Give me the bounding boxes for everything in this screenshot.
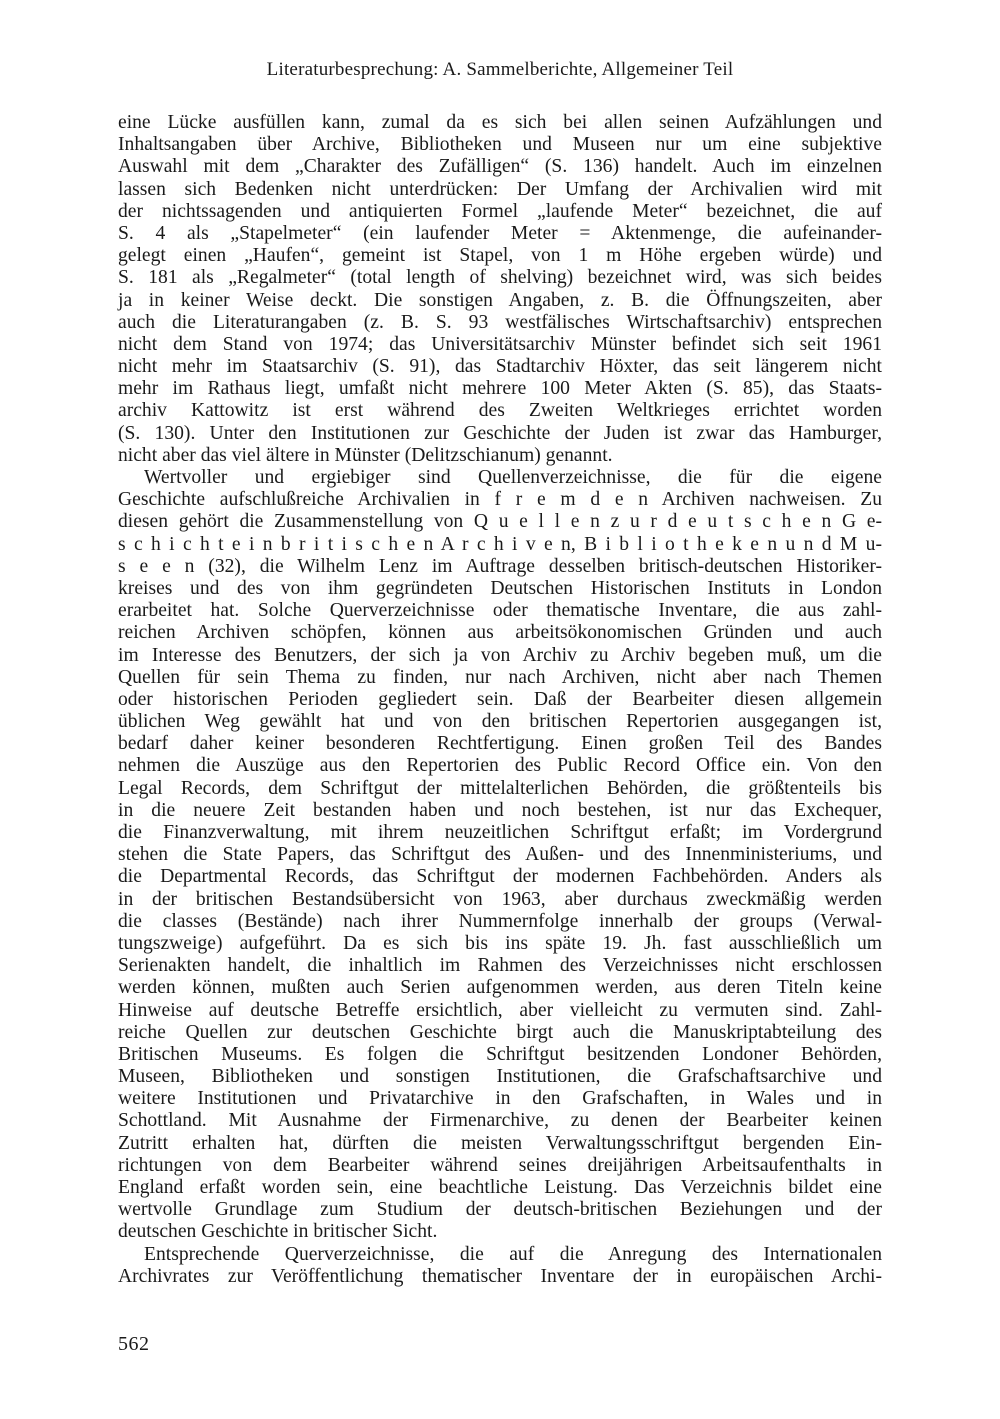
text-line: lassen sich Bedenken nicht unterdrücken: Der Umfang der Archivalien wird mit [118, 178, 882, 200]
text-line: wertvolle Grundlage zum Studium der deutsch-britischen Beziehungen und der [118, 1199, 882, 1221]
text-line: deutschen Geschichte in britischer Sicht. [118, 1221, 438, 1243]
text-line: die Finanzverwaltung, mit ihrem neuzeitlichen Schriftgut erfaßt; im Vordergrund [118, 822, 882, 843]
page-number: 562 [118, 1333, 150, 1355]
text-line: (S. 130). Unter den Institutionen zur Geschichte der Juden ist zwar das Hamburger, [118, 422, 882, 444]
text-line: richtungen von dem Bearbeiter während seines dreijährigen Arbeitsaufenthalts in [118, 1154, 882, 1176]
text-line: tungszweige) aufgeführt. Da es sich bis ins späte 19. Jh. fast ausschließlich um [118, 932, 882, 954]
text-line: s e e n (32), die Wilhelm Lenz im Auftrage desselben britisch-deutschen Historiker- [118, 555, 882, 577]
text-line: die classes (Bestände) nach ihrer Nummernfolge innerhalb der groups (Verwal- [118, 910, 882, 932]
text-line: stehen die State Papers, das Schriftgut des Außen- und des Innenministeriums, und [118, 844, 882, 866]
text-line: reiche Quellen zur deutschen Geschichte birgt auch die Manuskriptabteilung des [118, 1021, 882, 1043]
text-line: üblichen Weg gewählt hat und von den britischen Repertorien ausgegangen ist, [118, 711, 882, 733]
text-line: in die neuere Zeit bestanden haben und noch bestehen, ist nur das Exchequer, [118, 799, 882, 821]
text-line: Auswahl mit dem „Charakter des Zufälligen“ (S. 136) handelt. Auch im einzelnen [118, 156, 882, 178]
text-line: weitere Institutionen und Privatarchive in den Grafschaften, in Wales und in [118, 1088, 882, 1110]
text-line: England erfaßt worden sein, eine beachtliche Leistung. Das Verzeichnis bildet eine [118, 1177, 882, 1198]
paragraph-start-line: Entsprechende Querverzeichnisse, die auf die Anregung des Internationalen [144, 1243, 882, 1265]
text-line: S. 181 als „Regalmeter“ (total length of shelving) bezeichnet wird, was sich beides [118, 267, 882, 289]
text-line: Geschichte aufschlußreiche Archivalien in f r e m d e n Archiven nachweisen. Zu [118, 489, 882, 511]
text-line: der nichtssagenden und antiquierten Formel „laufende Meter“ bezeichnet, die auf [118, 200, 882, 222]
text-line: bedarf daher keiner besonderen Rechtfertigung. Einen großen Teil des Bandes [118, 733, 882, 755]
text-line: eine Lücke ausfüllen kann, zumal da es sich bei allen seinen Aufzählungen und [118, 112, 882, 133]
text-line: nicht mehr im Staatsarchiv (S. 91), das Stadtarchiv Höxter, das seit längerem nicht [118, 356, 882, 378]
text-line: Inhaltsangaben über Archive, Bibliotheken und Museen nur um eine subjektive [118, 134, 882, 156]
text-line: reichen Archiven schöpfen, können aus arbeitsökonomischen Gründen und auch [118, 622, 882, 644]
text-line: auch die Literaturangaben (z. B. S. 93 westfälisches Wirtschaftsarchiv) entsprechen [118, 311, 882, 333]
text-line: nicht dem Stand von 1974; das Universitätsarchiv Münster befindet sich seit 1961 [118, 333, 882, 355]
body-text [118, 112, 882, 1288]
running-head: Literaturbesprechung: A. Sammelberichte, Allgemeiner Teil [266, 59, 734, 80]
text-line: ja in keiner Weise deckt. Die sonstigen Angaben, z. B. die Öffnungszeiten, aber [118, 289, 882, 311]
text-line: Zutritt erhalten hat, dürften die meisten Verwaltungsschriftgut bergenden Ein- [118, 1132, 882, 1154]
text-line: Serienakten handelt, die inhaltlich im Rahmen des Verzeichnisses nicht erschlossen [118, 955, 882, 977]
text-line: Museen, Bibliotheken und sonstigen Institutionen, die Grafschaftsarchive und [118, 1066, 882, 1088]
text-line: mehr im Rathaus liegt, umfaßt nicht mehrere 100 Meter Akten (S. 85), das Staats- [118, 378, 882, 400]
text-line: oder historischen Perioden gegliedert sein. Daß der Bearbeiter diesen allgemein [118, 688, 882, 710]
text-line: Legal Records, dem Schriftgut der mittelalterlichen Behörden, die größtenteils bis [118, 777, 882, 799]
paragraph-start-line: Wertvoller und ergiebiger sind Quellenverzeichnisse, die für die eigene [144, 467, 882, 488]
text-line: S. 4 als „Stapelmeter“ (ein laufender Meter = Aktenmenge, die aufeinander- [118, 222, 882, 244]
text-line: im Interesse des Benutzers, der sich ja von Archiv zu Archiv begeben muß, um die [118, 644, 882, 666]
text-line: Archivrates zur Veröffentlichung thematischer Inventare der in europäischen Archi- [118, 1265, 882, 1287]
text-line: erarbeitet hat. Solche Querverzeichnisse oder thematische Inventare, die aus zahl- [118, 600, 882, 622]
text-line: die Departmental Records, das Schriftgut der modernen Fachbehörden. Anders als [118, 866, 882, 888]
text-line: werden können, mußten auch Serien aufgenommen werden, aus deren Titeln keine [118, 977, 882, 999]
text-line: nicht aber das viel ältere in Münster (Delitzschianum) genannt. [118, 444, 613, 466]
text-line: gelegt einen „Haufen“, gemeint ist Stapel, von 1 m Höhe ergeben würde) und [118, 245, 882, 267]
text-line: diesen gehört die Zusammenstellung von Q u e l l e n z u r d e u t s c h e n G e- [118, 511, 882, 533]
text-line: Quellen für sein Thema zu finden, nur nach Archiven, nicht aber nach Themen [118, 666, 882, 688]
text-line: s c h i c h t e i n b r i t i s c h e n A r c h i v e n, B i b l i o t h e k e n u n d M u- [118, 533, 882, 555]
text-line: Hinweise auf deutsche Betreffe ersichtlich, aber vielleicht zu vermuten sind. Zahl- [118, 999, 882, 1021]
text-line: in der britischen Bestandsübersicht von 1963, aber durchaus zweckmäßig werden [118, 888, 882, 910]
text-line: nehmen die Auszüge aus den Repertorien des Public Record Office ein. Von den [118, 755, 882, 777]
text-line: kreises und des von ihm gegründeten Deutschen Historischen Instituts in London [118, 577, 882, 599]
text-line: Schottland. Mit Ausnahme der Firmenarchive, zu denen der Bearbeiter keinen [118, 1110, 882, 1132]
text-line: Britischen Museums. Es folgen die Schriftgut besitzenden Londoner Behörden, [118, 1043, 882, 1065]
text-line: archiv Kattowitz ist erst während des Zweiten Weltkrieges errichtet worden [118, 400, 882, 422]
